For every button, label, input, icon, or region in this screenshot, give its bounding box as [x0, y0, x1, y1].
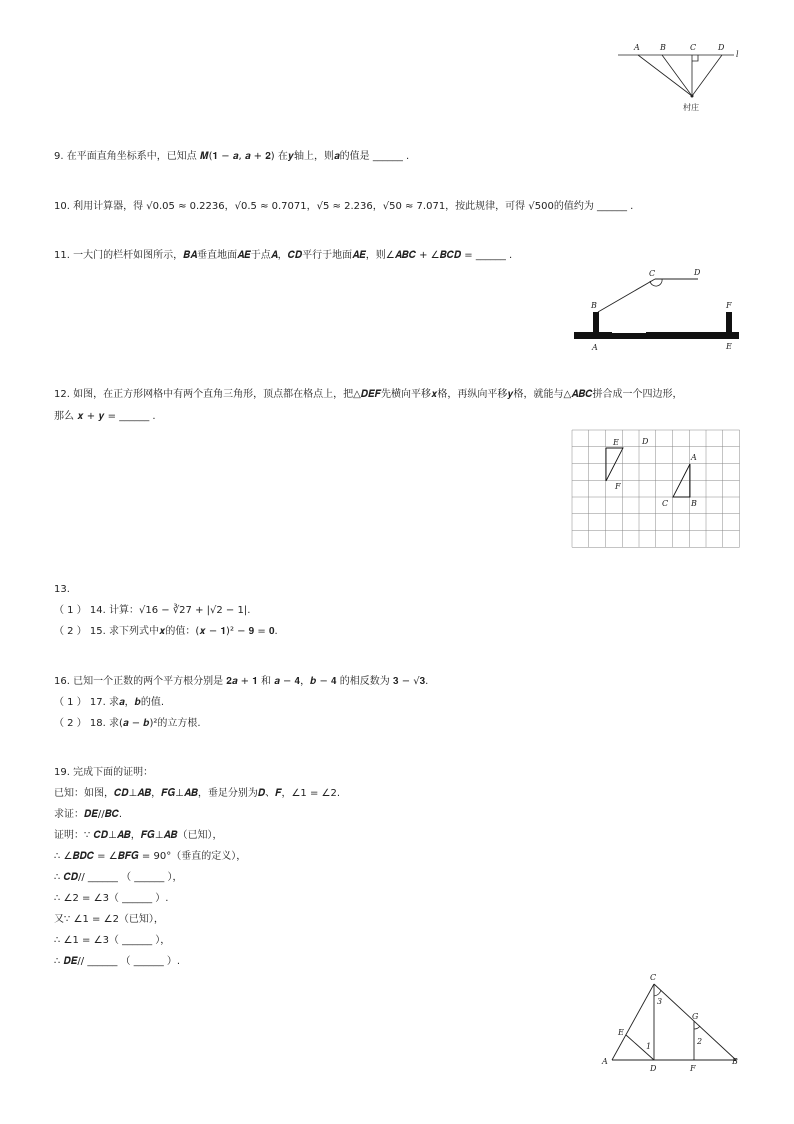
village-figure — [610, 38, 750, 118]
grid-label-c: C — [662, 499, 669, 508]
village-label-c: C — [690, 43, 697, 52]
question-12-line-2: 那么 𝒙 + 𝒚 = ______ . — [54, 411, 156, 422]
gate-label-f: F — [726, 301, 732, 310]
triangle-label-d: D — [650, 1064, 657, 1073]
question-19-title: 19. 完成下面的证明： — [54, 767, 154, 778]
question-12-line-1: 12. 如图，在正方形网格中有两个直角三角形，顶点都在格点上，把△𝑫𝑬𝑭先横向平移𝒙格，再纵向平移𝒚格，就能与△𝑨𝑩𝑪拼合成一个四边形， — [54, 389, 683, 400]
grid-label-f: F — [615, 482, 621, 491]
question-11: 11. 一大门的栏杆如图所示，𝑩𝑨垂直地面𝑨𝑬于点𝑨，𝑪𝑫平行于地面𝑨𝑬，则∠𝑨𝑩𝑪 + ∠𝑩𝑪𝑫 = ______ . — [54, 250, 513, 261]
village-label-a: A — [634, 43, 640, 52]
question-13-part-2: （ 2 ） 15. 求下列式中𝒙的值：(𝒙 − 𝟏)² − 𝟗 = 𝟎. — [54, 626, 278, 637]
triangle-label-c: C — [650, 973, 657, 982]
question-13-part-1: （ 1 ） 14. 计算：√16 − ∛27 + |√2 − 1|. — [54, 605, 251, 616]
gate-label-a: A — [592, 343, 598, 352]
village-label: 村庄 — [683, 103, 699, 112]
proof-step-1: 证明：∵ 𝑪𝑫⊥𝑨𝑩，𝑭𝑮⊥𝑨𝑩（已知）， — [54, 830, 223, 841]
proof-step-4: ∴ ∠2 = ∠3（ ______ ）. — [54, 893, 169, 904]
grid-label-a: A — [691, 453, 697, 462]
gate-label-c: C — [649, 269, 656, 278]
question-10: 10. 利用计算器，得 √0.05 ≈ 0.2236，√0.5 ≈ 0.7071，√5 ≈ 2.236，√50 ≈ 7.071，按此规律，可得 √500的值约为 ______ . — [54, 201, 634, 212]
proof-step-5: 又∵ ∠1 = ∠2（已知）， — [54, 914, 164, 925]
proof-step-6: ∴ ∠1 = ∠3（ ______ ）， — [54, 935, 171, 946]
question-9: 9. 在平面直角坐标系中，已知点 𝑴(𝟏 − 𝒂, 𝒂 + 𝟐) 在𝒚轴上，则𝒂的值是 ______ . — [54, 151, 410, 162]
gate-figure — [570, 268, 745, 353]
triangle-label-g: G — [692, 1012, 699, 1021]
village-label-d: D — [718, 43, 725, 52]
triangle-label-b: B — [732, 1057, 738, 1066]
grid-figure — [572, 430, 740, 548]
triangle-figure — [598, 972, 748, 1074]
triangle-label-2: 2 — [697, 1037, 703, 1046]
proof-step-2: ∴ ∠𝑩𝑫𝑪 = ∠𝑩𝑭𝑮 = 90°（垂直的定义）， — [54, 851, 247, 862]
triangle-label-e: E — [618, 1028, 624, 1037]
triangle-label-1: 1 — [646, 1042, 652, 1051]
triangle-label-a: A — [602, 1057, 608, 1066]
village-label-b: B — [660, 43, 666, 52]
question-16: 16. 已知一个正数的两个平方根分别是 𝟐𝒂 + 𝟏 和 𝒂 − 𝟒，𝒃 − 𝟒 的相反数为 𝟑 − √𝟑. — [54, 676, 429, 687]
proof-step-3: ∴ 𝑪𝑫// ______ （ ______ ）， — [54, 872, 183, 883]
question-19-prove: 求证：𝑫𝑬//𝑩𝑪. — [54, 809, 123, 820]
grid-label-d: D — [642, 437, 649, 446]
village-label-l: l — [736, 50, 739, 59]
triangle-label-f: F — [690, 1064, 696, 1073]
gate-label-b: B — [591, 301, 597, 310]
triangle-label-3: 3 — [657, 997, 663, 1006]
question-16-part-2: （ 2 ） 18. 求(𝒂 − 𝒃)²的立方根. — [54, 718, 201, 729]
question-16-part-1: （ 1 ） 17. 求𝒂，𝒃的值. — [54, 697, 165, 708]
grid-label-e: E — [613, 438, 619, 447]
proof-step-7: ∴ 𝑫𝑬// ______ （ ______ ）. — [54, 956, 181, 967]
grid-label-b: B — [691, 499, 697, 508]
gate-label-d: D — [694, 268, 701, 277]
question-13: 13. — [54, 584, 70, 595]
question-19-given: 已知：如图，𝑪𝑫⊥𝑨𝑩，𝑭𝑮⊥𝑨𝑩，垂足分别为𝑫、𝑭，∠1 = ∠2. — [54, 788, 341, 799]
gate-label-e: E — [726, 342, 732, 351]
